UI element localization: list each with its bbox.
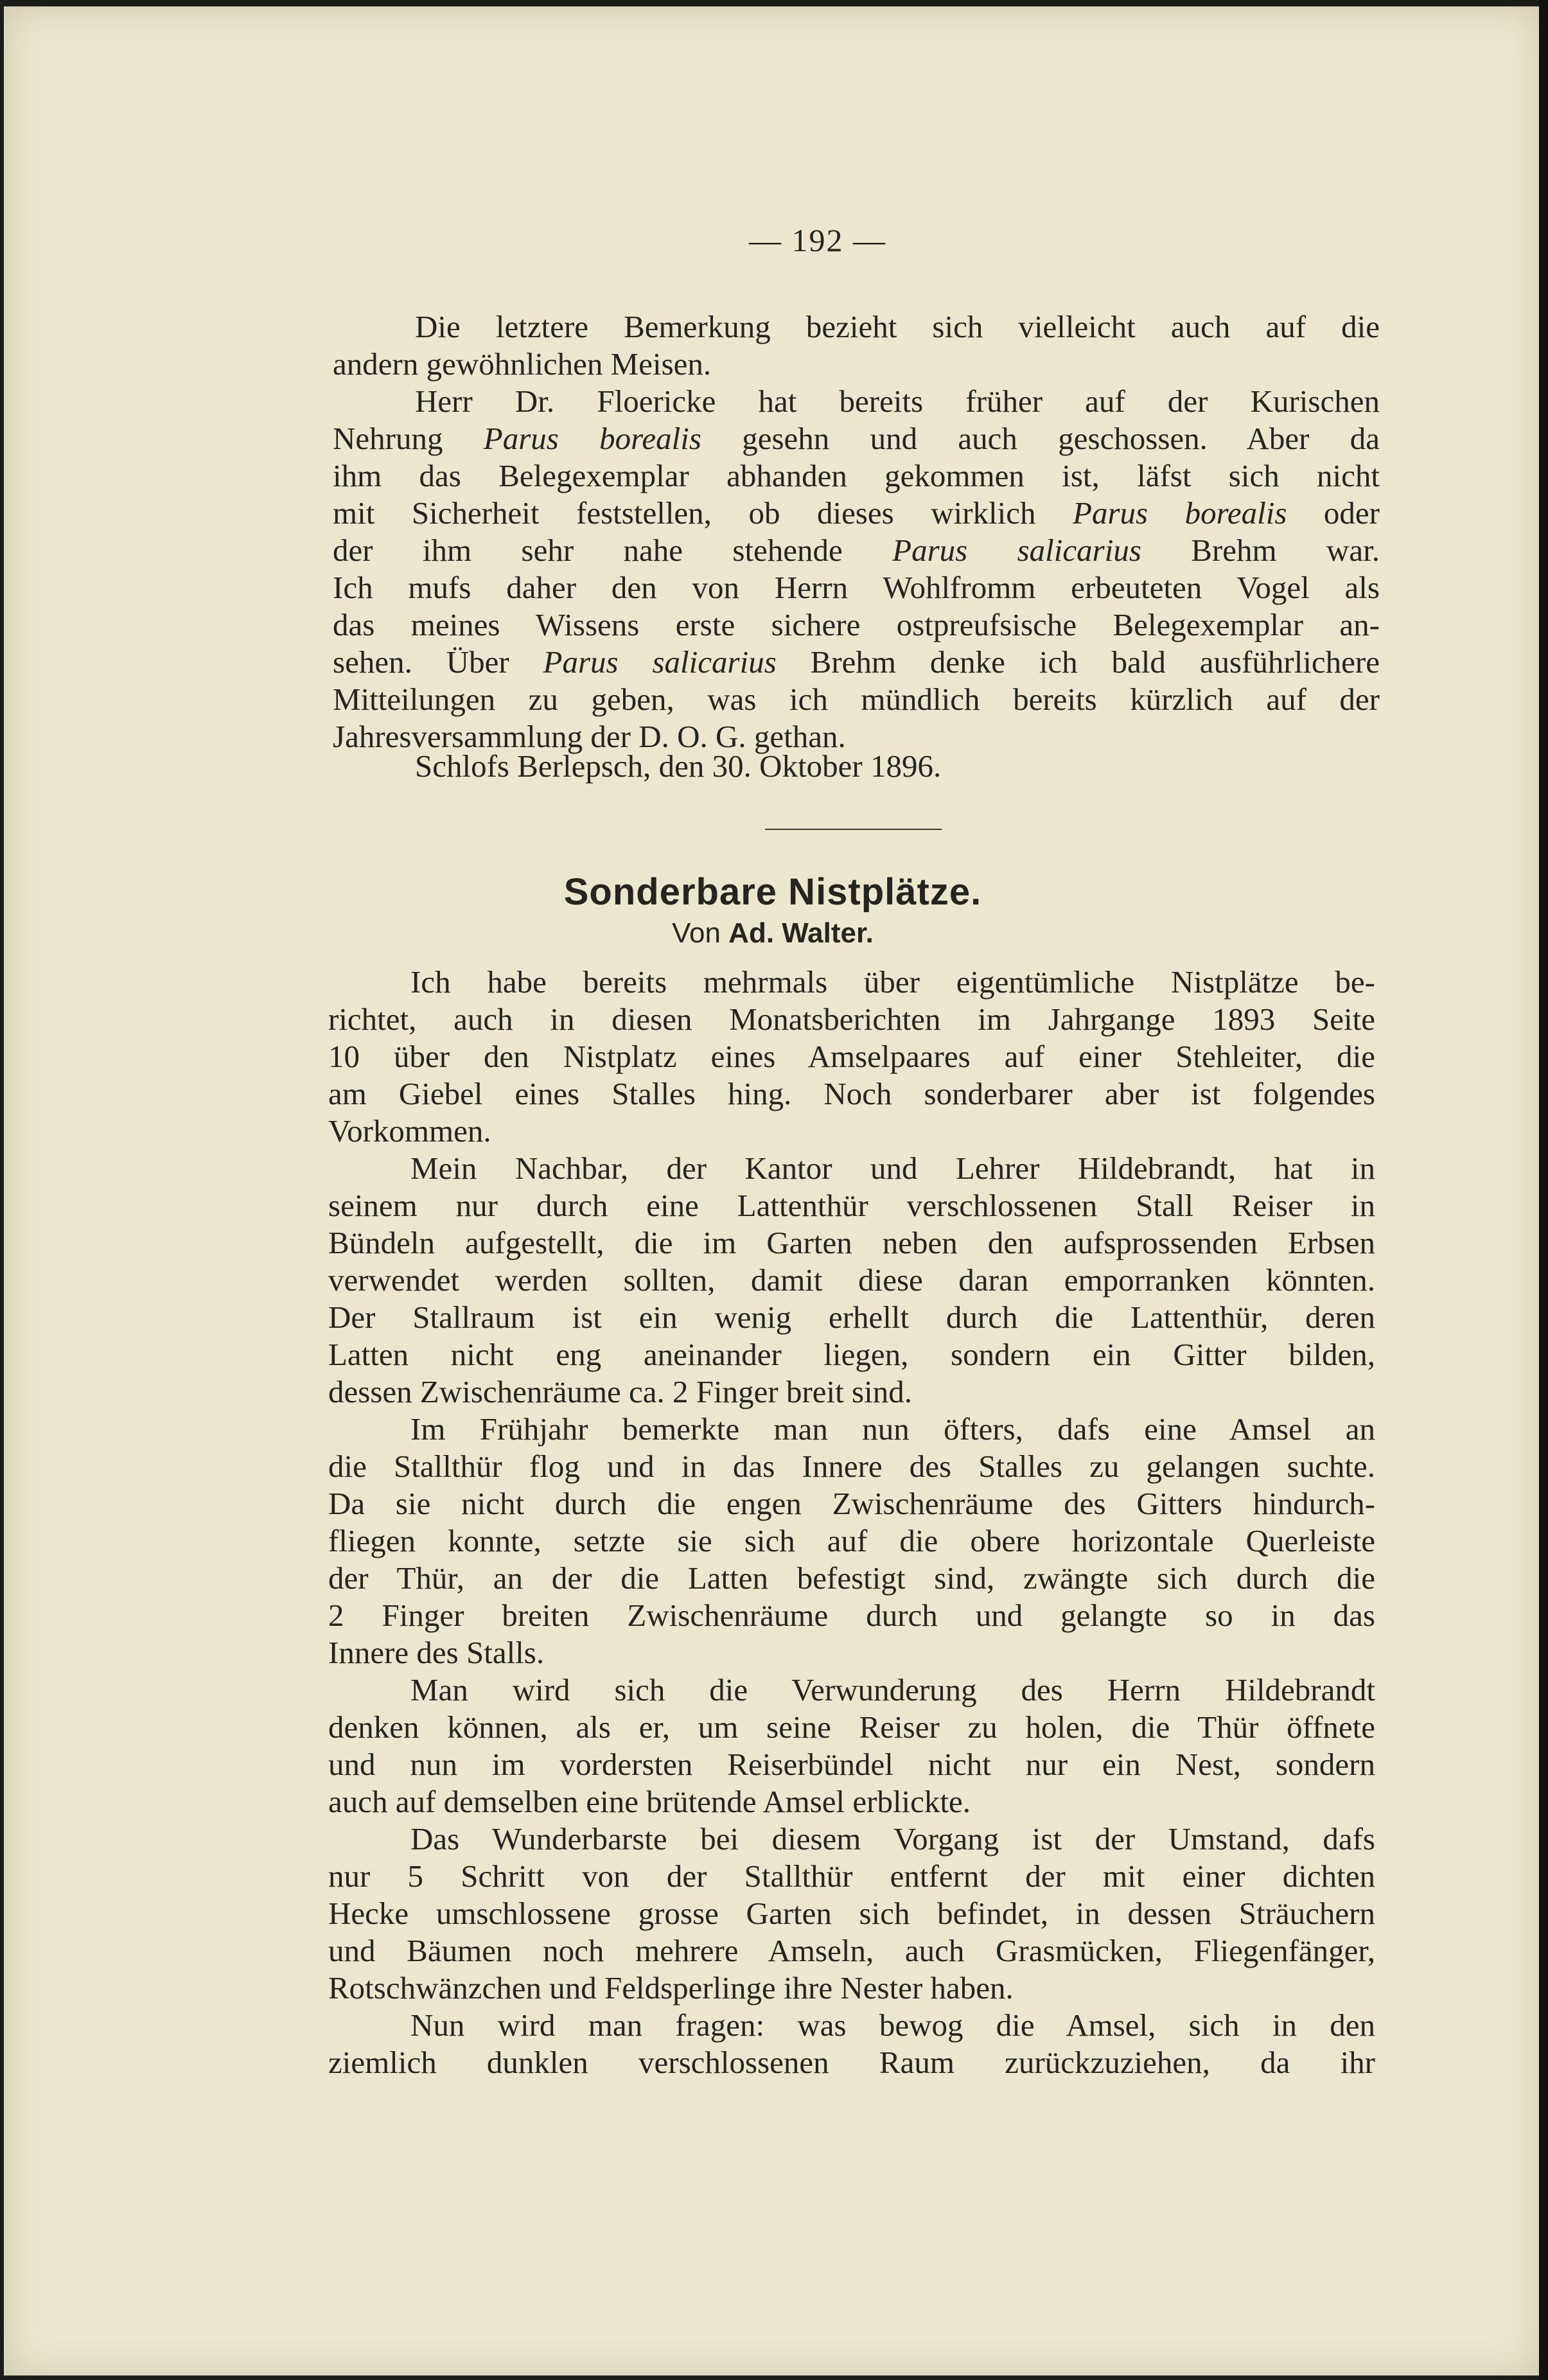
text-line: am Giebel eines Stalles hing. Noch sonderbarer aber ist folgendes — [328, 1076, 1375, 1111]
text-line: Ich habe bereits mehrmals über eigentümliche Nistplätze be- — [410, 964, 1375, 1000]
article-paragraph-1 — [328, 964, 1375, 1150]
byline-prefix: Von — [672, 917, 721, 949]
article-paragraph-3 — [328, 1411, 1375, 1671]
text-line: richtet, auch in diesen Monatsberichten im Jahrgange 1893 Seite — [328, 1001, 1375, 1037]
text-line: Das Wunderbarste bei diesem Vorgang ist der Umstand, dafs — [410, 1821, 1375, 1856]
text-line: denken können, als er, um seine Reiser zu holen, die Thür öffnete — [328, 1709, 1375, 1745]
text-line: Nun wird man fragen: was bewog die Amsel, sich in den — [410, 2007, 1375, 2043]
text-line: auch auf demselben eine brütende Amsel erblickte. — [328, 1784, 971, 1819]
text-line: Man wird sich die Verwunderung des Herrn Hildebrandt — [410, 1672, 1375, 1707]
text-line: dessen Zwischenräume ca. 2 Finger breit sind. — [328, 1374, 912, 1409]
species-name: Parus salicarius — [892, 533, 1141, 568]
text-line: der Thür, an der die Latten befestigt sind, zwängte sich durch die — [328, 1560, 1375, 1596]
text-line: Im Frühjahr bemerkte man nun öfters, dafs eine Amsel an — [410, 1411, 1375, 1447]
text-line: nur 5 Schritt von der Stallthür entfernt der mit einer dichten — [328, 1858, 1375, 1894]
text-line: der ihm sehr nahe stehende Parus salicarius Brehm war. — [333, 533, 1380, 568]
scan-edge — [1539, 0, 1548, 2380]
page-number: — 192 — — [749, 222, 886, 258]
text-line: Innere des Stalls. — [328, 1635, 545, 1670]
text-line: Nehrung Parus borealis gesehn und auch geschossen. Aber da — [333, 421, 1380, 456]
text-line: andern gewöhnlichen Meisen. — [333, 346, 712, 382]
text-line: Jahresversammlung der D. O. G. gethan. — [333, 719, 846, 754]
species-name: Parus borealis — [483, 421, 701, 456]
article-paragraph-6 — [328, 2007, 1375, 2081]
text-line: Bündeln aufgestellt, die im Garten neben den aufsprossenden Erbsen — [328, 1225, 1375, 1260]
text-line: Herr Dr. Floericke hat bereits früher auf der Kurischen — [415, 383, 1380, 419]
paragraph-2 — [333, 383, 1380, 755]
text-line: Ich mufs daher den von Herrn Wohlfromm erbeuteten Vogel als — [333, 570, 1380, 605]
article-byline — [4, 917, 1542, 949]
text-line: und nun im vordersten Reiserbündel nicht nur ein Nest, sondern — [328, 1747, 1375, 1782]
article-paragraph-5 — [328, 1820, 1375, 2007]
text-line: verwendet werden sollten, damit diese daran emporranken könnten. — [328, 1262, 1375, 1298]
article-paragraph-2 — [328, 1150, 1375, 1411]
paragraph-1 — [333, 308, 1380, 383]
paragraph-3 — [333, 748, 1380, 785]
text-line: Latten nicht eng aneinander liegen, sondern ein Gitter bilden, — [328, 1337, 1375, 1372]
text-line: ziemlich dunklen verschlossenen Raum zurückzuziehen, da ihr — [328, 2045, 1375, 2080]
text-line: fliegen konnte, setzte sie sich auf die obere horizontale Querleiste — [328, 1523, 1375, 1558]
text-line: Vorkommen. — [328, 1113, 491, 1149]
text-line: Schlofs Berlepsch, den 30. Oktober 1896. — [415, 748, 942, 784]
text-line: Mein Nachbar, der Kantor und Lehrer Hildebrandt, hat in — [410, 1150, 1375, 1186]
species-name: Parus salicarius — [543, 644, 777, 680]
text-line: Mitteilungen zu geben, was ich mündlich bereits kürzlich auf der — [333, 682, 1380, 717]
text-line: die Stallthür flog und in das Innere des Stalles zu gelangen suchte. — [328, 1449, 1375, 1484]
text-line: ihm das Belegexemplar abhanden gekommen ist, läfst sich nicht — [333, 458, 1380, 493]
text-line: 10 über den Nistplatz eines Amselpaares auf einer Stehleiter, die — [328, 1039, 1375, 1074]
text-line: Der Stallraum ist ein wenig erhellt durch die Lattenthür, deren — [328, 1300, 1375, 1335]
text-line: Hecke umschlossene grosse Garten sich befindet, in dessen Sträuchern — [328, 1896, 1375, 1931]
section-divider — [765, 829, 942, 830]
text-line: und Bäumen noch mehrere Amseln, auch Grasmücken, Fliegenfänger, — [328, 1933, 1375, 1968]
article-title: Sonderbare Nistplätze. — [563, 871, 982, 913]
article-paragraph-4 — [328, 1671, 1375, 1820]
text-line: Da sie nicht durch die engen Zwischenräume des Gitters hindurch- — [328, 1486, 1375, 1521]
text-line: mit Sicherheit feststellen, ob dieses wirklich Parus borealis oder — [333, 495, 1380, 531]
text-line: sehen. Über Parus salicarius Brehm denke ich bald ausführlichere — [333, 644, 1380, 680]
article-author: Ad. Walter. — [728, 917, 874, 949]
text-line: Die letztere Bemerkung bezieht sich vielleicht auch auf die — [415, 309, 1380, 344]
text-line: Rotschwänzchen und Feldsperlinge ihre Nester haben. — [328, 1970, 1014, 2005]
text-line: das meines Wissens erste sichere ostpreufsische Belegexemplar an- — [333, 607, 1380, 642]
paper-sheet — [4, 6, 1542, 2376]
text-line: 2 Finger breiten Zwischenräume durch und gelangte so in das — [328, 1598, 1375, 1633]
species-name: Parus borealis — [1073, 495, 1287, 531]
text-line: seinem nur durch eine Lattenthür verschlossenen Stall Reiser in — [328, 1188, 1375, 1223]
